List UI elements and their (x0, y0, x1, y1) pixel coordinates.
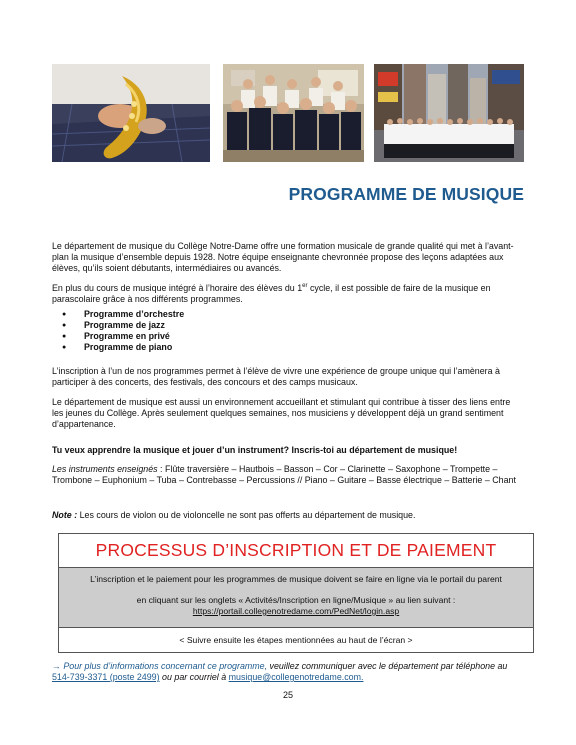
city-orchestra-photo (374, 64, 524, 162)
intro-paragraph: Le département de musique du Collège Notre-Dame offre une formation musicale de grande qualité qui met à l’avant-plan la musique d’ensemble depuis 1928. Notre équipe enseignante chevronnée propose des leçons adaptées aux élèves, qu’ils soient débutants, intermédiaires ou avancés. (52, 241, 514, 274)
list-item: ● Programme de piano (76, 342, 548, 353)
classroom-group-photo (223, 64, 364, 162)
registration-instructions (59, 568, 533, 628)
integrated-text-after: cycle, il est possible de faire de la musique en parascolaire grâce à nos différents programmes. (52, 283, 491, 305)
ordinal-superscript: er (302, 283, 308, 290)
registration-footer: < Suivre ensuite les étapes mentionnées au haut de l’écran > (179, 635, 413, 645)
contact-lead: Pour plus d’informations concernant ce programme, (60, 661, 268, 671)
registration-box (58, 533, 534, 653)
integrated-course-paragraph (52, 283, 524, 305)
saxophone-photo (52, 64, 210, 162)
list-item: ● Programme de jazz (76, 320, 548, 331)
header-photos (52, 64, 524, 162)
portal-link[interactable]: https://portail.collegenotredame.com/PedNet/login.asp (192, 606, 400, 616)
page-title: PROGRAMME DE MUSIQUE (288, 184, 524, 204)
contact-text: veuillez communiquer avec le département par téléphone au (267, 661, 508, 671)
program-list (52, 309, 548, 353)
instruments-label: Les instruments enseignés (52, 464, 158, 474)
contact-or: ou par courriel à (159, 672, 229, 682)
list-item: ● Programme d’orchestre (76, 309, 548, 320)
experience-paragraph: L’inscription à l’un de nos programmes permet à l’élève de vivre une expérience de groupe unique qui l’amènera à participer à des concerts, des festivals, des concours et des camps musicaux. (52, 366, 500, 388)
environment-paragraph: Le département de musique est aussi un environnement accueillant et stimulant qui contribue à tisser des liens entre les jeunes du Collège. Après seulement quelques semaines, nos musiciens y développent déjà un grand sentiment d’appartenance. (52, 397, 511, 430)
registration-line-2: en cliquant sur les onglets « Activités/Inscription en ligne/Musique » au lien suivant : (136, 595, 456, 605)
registration-heading: PROCESSUS D’INSCRIPTION ET DE PAIEMENT (59, 534, 533, 568)
contact-paragraph (52, 661, 524, 683)
note-paragraph (52, 510, 524, 521)
arrow-icon: → (52, 661, 61, 671)
note-text: Les cours de violon ou de violoncelle ne sont pas offerts au département de musique. (77, 510, 416, 520)
phone-link[interactable]: 514-739-3371 (poste 2499) (52, 672, 160, 682)
callout-text: Tu veux apprendre la musique et jouer d’un instrument? Inscris-toi au département de musique! (52, 445, 458, 455)
instruments-list: : Flûte traversière – Hautbois – Basson – Cor – Clarinette – Saxophone – Trompette – Trombone – Euphonium – Tuba – Contrebasse – Percussions // Piano – Guitare – Basse électrique – Batterie – Chant (52, 464, 516, 486)
integrated-text-before: En plus du cours de musique intégré à l’horaire des élèves du 1 (52, 283, 303, 293)
instruments-paragraph (52, 464, 524, 486)
page-number: 25 (282, 690, 293, 700)
note-label: Note : (52, 510, 78, 520)
registration-line-1: L’inscription et le paiement pour les programmes de musique doivent se faire en ligne via le portail du parent (90, 574, 502, 584)
email-link[interactable]: musique@collegenotredame.com. (228, 672, 364, 682)
list-item: ● Programme en privé (76, 331, 548, 342)
